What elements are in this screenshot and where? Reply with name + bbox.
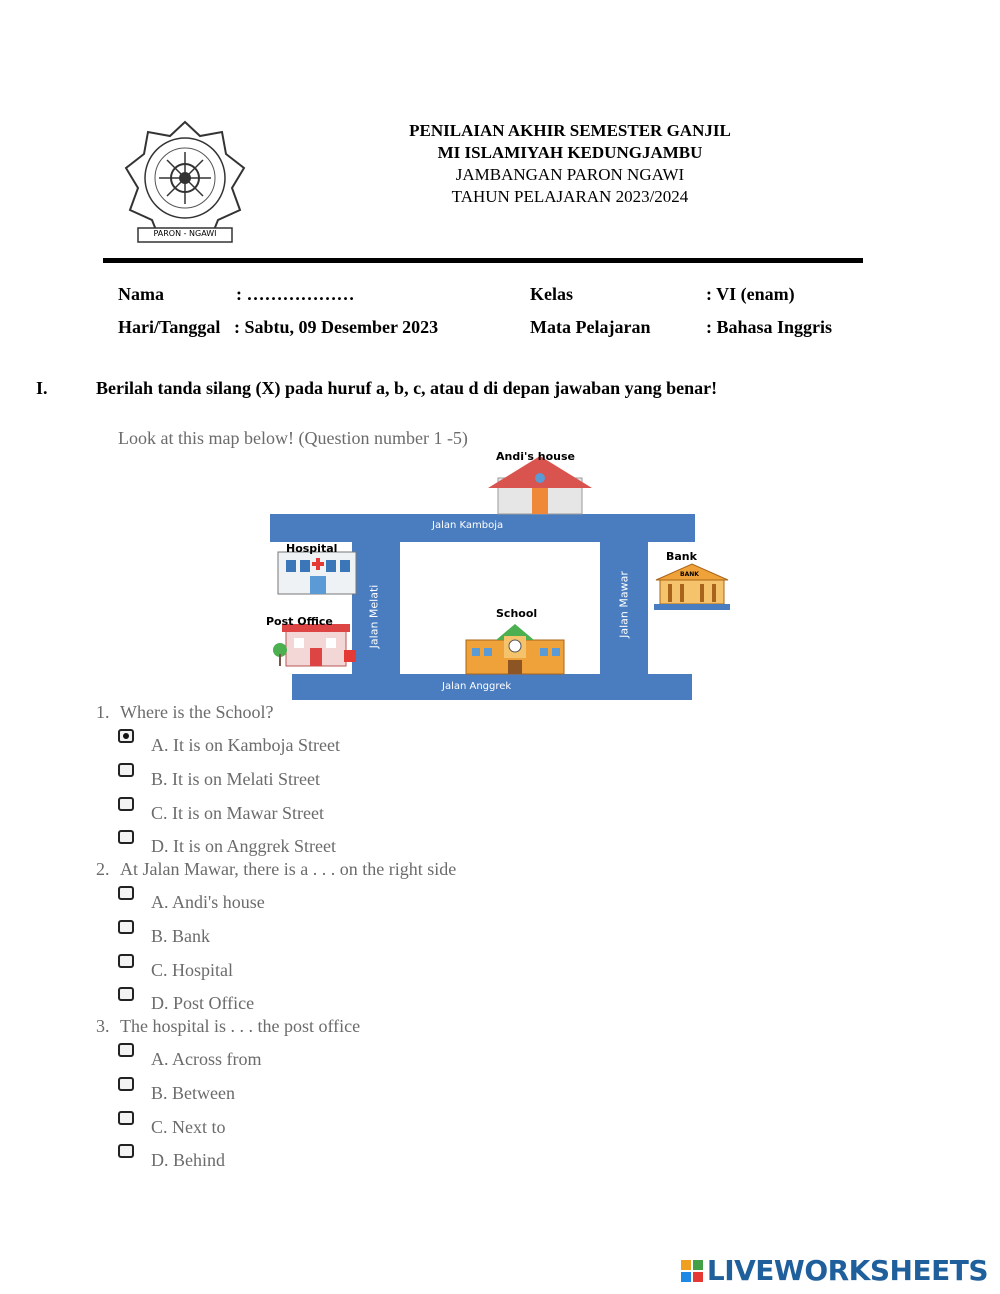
section-instruction: Berilah tanda silang (X) pada huruf a, b, c, atau d di depan jawaban yang benar! [96,378,718,398]
radio-icon[interactable] [118,830,134,844]
mapel-value: : Bahasa Inggris [706,317,833,337]
radio-icon[interactable] [118,797,134,811]
question-text: At Jalan Mawar, there is a . . . on the right side [120,859,457,879]
option-q2-c[interactable] [118,960,233,981]
option-label: A. Andi's house [151,892,265,912]
kelas-value: : VI (enam) [706,284,795,304]
liveworksheets-wordmark: LIVEWORKSHEETS [706,1254,988,1287]
question-1 [96,702,273,723]
option-q1-b[interactable] [118,769,320,790]
option-label: A. Across from [151,1049,262,1069]
road-label-mawar: Jalan Mawar [617,571,631,638]
liveworksheets-blocks-icon [681,1260,703,1282]
question-number: 3. [96,1016,110,1036]
map-label-hospital: Hospital [286,542,338,555]
neighborhood-map [260,448,740,700]
option-q3-d[interactable] [118,1150,225,1171]
question-2 [96,859,456,880]
nama-value: : ……………… [236,284,355,304]
option-label: D. Post Office [151,993,255,1013]
option-label: D. It is on Anggrek Street [151,836,336,856]
header-divider [103,258,863,263]
kelas-label: Kelas [530,284,573,304]
house-icon [488,456,592,514]
radio-icon[interactable] [118,987,134,1001]
map-label-school: School [496,607,538,620]
mapel-label: Mata Pelajaran [530,317,651,337]
question-number: 1. [96,702,110,722]
option-label: B. Between [151,1083,235,1103]
school-icon [466,624,564,674]
option-q1-a[interactable] [118,735,340,756]
map-label-bank-sign: BANK [680,571,699,578]
school-logo [122,118,248,248]
option-label: C. Next to [151,1117,226,1137]
option-label: C. Hospital [151,960,234,980]
radio-icon[interactable] [118,886,134,900]
option-q2-b[interactable] [118,926,210,947]
radio-icon[interactable] [118,1043,134,1057]
map-label-post-office: Post Office [266,615,333,628]
post-office-icon [273,624,356,666]
question-text: Where is the School? [120,702,274,722]
question-number: 2. [96,859,110,879]
radio-selected-icon[interactable] [118,729,134,743]
header-line-2: MI ISLAMIYAH KEDUNGJAMBU [437,143,703,162]
logo-banner-text: PARON - NGAWI [153,229,217,238]
hospital-icon [278,552,356,594]
exam-header [300,120,840,208]
option-q3-b[interactable] [118,1083,235,1104]
hari-value: : Sabtu, 09 Desember 2023 [234,317,439,337]
road-label-kamboja: Jalan Kamboja [432,520,504,531]
nama-label: Nama [118,284,164,304]
header-line-4: TAHUN PELAJARAN 2023/2024 [451,187,689,206]
road-label-melati: Jalan Melati [367,584,381,649]
radio-icon[interactable] [118,1077,134,1091]
option-q2-a[interactable] [118,892,265,913]
option-q1-c[interactable] [118,803,324,824]
map-label-andi-house: Andi's house [496,450,575,463]
radio-icon[interactable] [118,1144,134,1158]
option-q1-d[interactable] [118,836,336,857]
option-label: A. It is on Kamboja Street [151,735,340,755]
header-line-1: PENILAIAN AKHIR SEMESTER GANJIL [409,121,731,140]
option-label: B. Bank [151,926,211,946]
section-number: I. [36,378,48,398]
liveworksheets-logo[interactable] [681,1254,988,1287]
question-3 [96,1016,360,1037]
radio-icon[interactable] [118,954,134,968]
hari-label: Hari/Tanggal [118,317,221,337]
option-label: C. It is on Mawar Street [151,803,324,823]
option-label: B. It is on Melati Street [151,769,320,789]
radio-icon[interactable] [118,920,134,934]
radio-icon[interactable] [118,763,134,777]
header-line-3: JAMBANGAN PARON NGAWI [455,165,685,184]
road-label-anggrek: Jalan Anggrek [442,681,512,692]
option-q3-c[interactable] [118,1117,226,1138]
option-q3-a[interactable] [118,1049,262,1070]
option-q2-d[interactable] [118,993,254,1014]
radio-icon[interactable] [118,1111,134,1125]
question-text: The hospital is . . . the post office [120,1016,361,1036]
map-label-bank: Bank [666,550,697,563]
option-label: D. Behind [151,1150,225,1170]
map-intro: Look at this map below! (Question number 1 -5) [118,428,468,448]
